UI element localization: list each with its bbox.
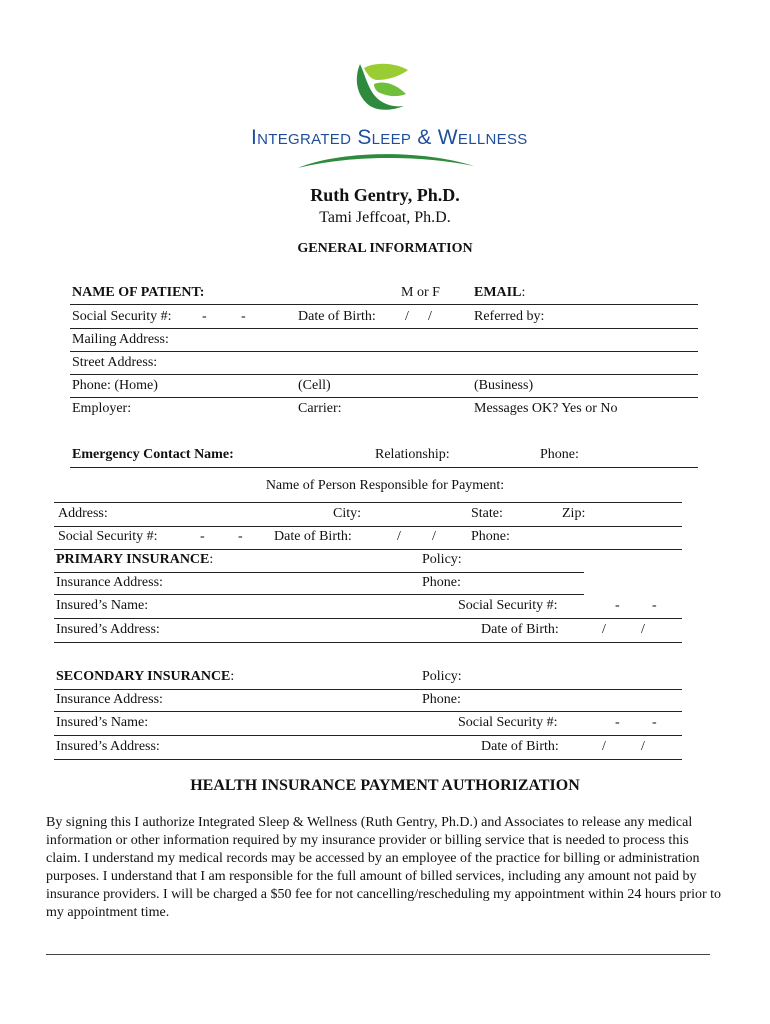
authorization-title: HEALTH INSURANCE PAYMENT AUTHORIZATION — [190, 777, 580, 794]
secondary-dob-slash-1: / — [602, 739, 606, 754]
dob-label: Date of Birth: — [298, 309, 376, 324]
primary-ins-address-label: Insurance Address: — [56, 575, 163, 590]
responsible-dob-slash-2: / — [432, 529, 436, 544]
authorization-body: By signing this I authorize Integrated Sleep & Wellness (Ruth Gentry, Ph.D.) and Associates to release any medical information or other information required by my insurance provider or billing service that is needed to process this claim. I understand my medical records may be accessed by an employee of the practice for billing or administration purposes. I understand that I am responsible for the full amount of billed services, including any amount not paid by insurance providers. I will be charged a $50 fee for not cancelling/rescheduling my appointment within 24 hours prior to my appointment time. — [46, 815, 722, 920]
messages-ok-label: Messages OK? Yes or No — [474, 401, 618, 416]
logo-swoosh — [296, 148, 476, 170]
rule-primary-insured-address — [54, 642, 682, 643]
secondary-phone-label: Phone: — [422, 692, 461, 707]
rule-secondary-address — [54, 711, 682, 712]
primary-dob-slash-1: / — [602, 622, 606, 637]
secondary-insurance-title-wrap — [56, 669, 234, 685]
ssn-label: Social Security #: — [72, 309, 172, 324]
dob-slash-1: / — [405, 309, 409, 324]
rule-phone — [70, 397, 698, 398]
doctor-primary: Ruth Gentry, Ph.D. — [310, 185, 460, 205]
emergency-relationship-label: Relationship: — [375, 447, 450, 462]
rule-primary-insured-name — [54, 618, 682, 619]
secondary-ins-address-label: Insurance Address: — [56, 692, 163, 707]
rule-responsible-ssn — [54, 549, 682, 550]
rule-primary-address — [54, 594, 584, 595]
primary-insurance-colon: : — [209, 552, 214, 567]
sex-label: M or F — [401, 285, 440, 300]
secondary-insured-name-label: Insured’s Name: — [56, 715, 149, 730]
secondary-insurance-title: SECONDARY INSURANCE — [56, 669, 231, 684]
rule-mailing — [70, 351, 698, 352]
street-address-label: Street Address: — [72, 355, 158, 370]
primary-insurance-title: PRIMARY INSURANCE — [56, 552, 210, 567]
secondary-insurance-colon: : — [230, 669, 235, 684]
secondary-ssn-dash-1: - — [615, 715, 620, 730]
referred-label: Referred by: — [474, 309, 545, 324]
patient-name-label: NAME OF PATIENT: — [72, 285, 205, 300]
responsible-ssn-dash-2: - — [238, 529, 243, 544]
secondary-ssn-dash-2: - — [652, 715, 657, 730]
rule-ssn — [70, 328, 698, 329]
logo-leaf-icon — [350, 58, 414, 114]
primary-ssn-dash-1: - — [615, 598, 620, 613]
responsible-dob-label: Date of Birth: — [274, 529, 352, 544]
section-title-general: GENERAL INFORMATION — [297, 241, 473, 256]
primary-insurance-title-wrap — [56, 552, 213, 568]
rule-patient-name — [70, 304, 698, 305]
secondary-dob-label: Date of Birth: — [481, 739, 559, 754]
primary-dob-slash-2: / — [641, 622, 645, 637]
ssn-dash-2: - — [241, 309, 246, 324]
secondary-policy-label: Policy: — [422, 669, 462, 684]
primary-phone-label: Phone: — [422, 575, 461, 590]
responsible-ssn-dash-1: - — [200, 529, 205, 544]
rule-emergency — [70, 467, 698, 468]
email-colon: : — [521, 285, 526, 300]
primary-ssn-dash-2: - — [652, 598, 657, 613]
dob-slash-2: / — [428, 309, 432, 324]
signature-line — [46, 954, 710, 955]
rule-primary-policy — [54, 572, 584, 573]
responsible-dob-slash-1: / — [397, 529, 401, 544]
responsible-zip-label: Zip: — [562, 506, 586, 521]
responsible-address-label: Address: — [58, 506, 108, 521]
emergency-phone-label: Phone: — [540, 447, 579, 462]
responsible-phone-label: Phone: — [471, 529, 510, 544]
emergency-contact-label: Emergency Contact Name: — [72, 447, 234, 462]
primary-insured-address-label: Insured’s Address: — [56, 622, 160, 637]
secondary-ssn-label: Social Security #: — [458, 715, 558, 730]
employer-label: Employer: — [72, 401, 132, 416]
ssn-dash-1: - — [202, 309, 207, 324]
phone-business-label: (Business) — [474, 378, 534, 393]
rule-street — [70, 374, 698, 375]
carrier-label: Carrier: — [298, 401, 342, 416]
responsible-city-label: City: — [333, 506, 362, 521]
phone-cell-label: (Cell) — [298, 378, 331, 393]
rule-secondary-policy — [54, 689, 682, 690]
mailing-address-label: Mailing Address: — [72, 332, 169, 347]
phone-home-label: Phone: (Home) — [72, 378, 158, 393]
doctor-secondary: Tami Jeffcoat, Ph.D. — [319, 209, 451, 226]
responsible-state-label: State: — [471, 506, 503, 521]
email-label: EMAIL — [474, 285, 522, 300]
email-label-wrap — [474, 285, 525, 301]
rule-responsible-address — [54, 526, 682, 527]
secondary-dob-slash-2: / — [641, 739, 645, 754]
primary-ssn-label: Social Security #: — [458, 598, 558, 613]
primary-dob-label: Date of Birth: — [481, 622, 559, 637]
responsible-ssn-label: Social Security #: — [58, 529, 158, 544]
rule-responsible-top — [54, 502, 682, 503]
secondary-insured-address-label: Insured’s Address: — [56, 739, 160, 754]
responsible-title: Name of Person Responsible for Payment: — [265, 478, 505, 493]
primary-policy-label: Policy: — [422, 552, 462, 567]
rule-secondary-insured-name — [54, 735, 682, 736]
primary-insured-name-label: Insured’s Name: — [56, 598, 149, 613]
rule-secondary-insured-address — [54, 759, 682, 760]
logo-text: Integrated Sleep & Wellness — [251, 126, 528, 149]
